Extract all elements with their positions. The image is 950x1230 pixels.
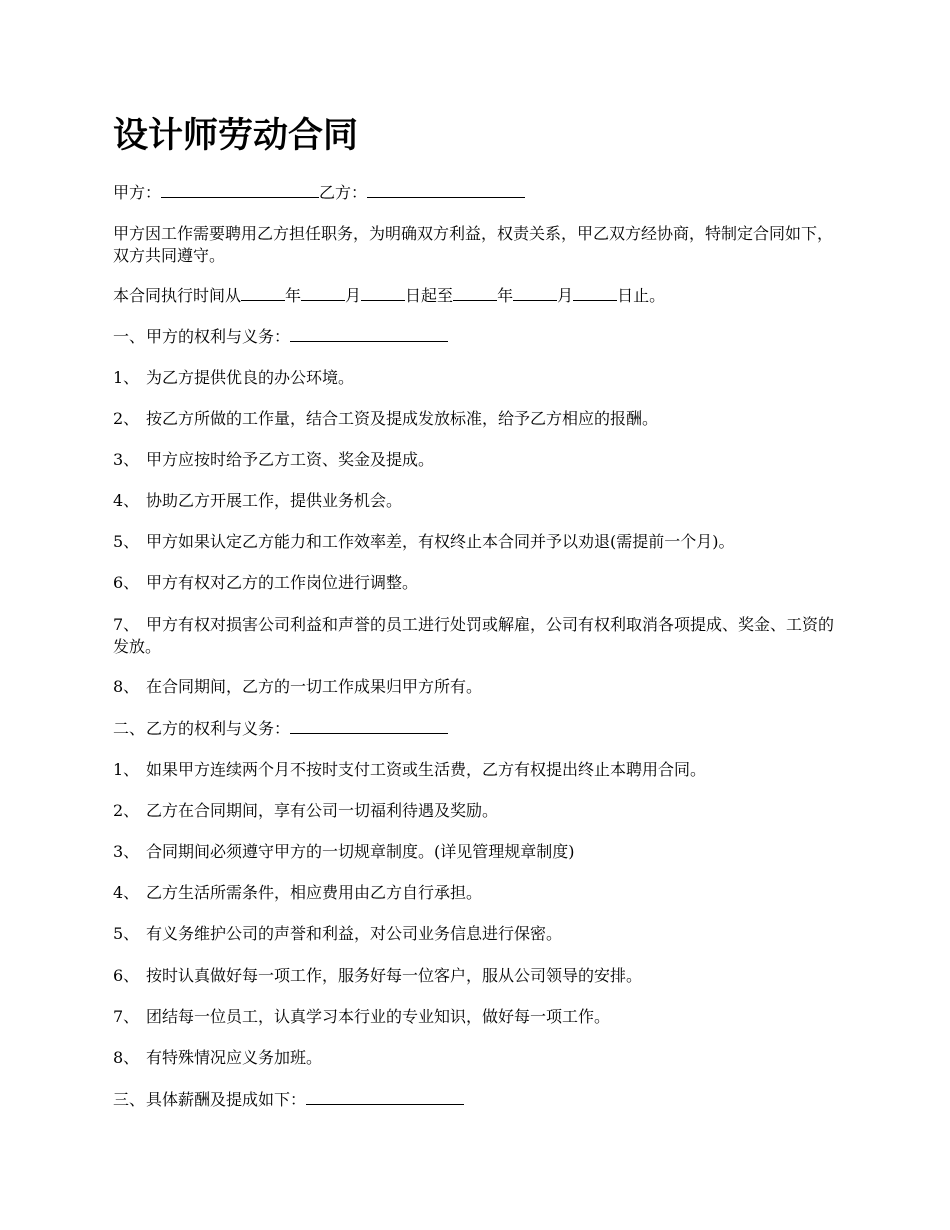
term-blank	[513, 284, 557, 301]
section-number: 三、	[113, 1090, 146, 1109]
term-day-start: 日起至	[405, 286, 454, 305]
list-item-number: 6、	[113, 966, 140, 985]
list-item	[113, 449, 843, 471]
term-year-start: 年	[285, 286, 302, 305]
list-item-number: 7、	[113, 615, 140, 634]
list-item	[113, 1006, 843, 1028]
list-item	[113, 800, 843, 822]
list-item-number: 5、	[113, 924, 140, 943]
party-b-blank	[367, 181, 525, 198]
list-item-number: 5、	[113, 532, 140, 551]
section-title: 甲方的权利与义务：	[146, 327, 291, 346]
section-blank	[290, 325, 448, 342]
list-item-text: 甲方应按时给予乙方工资、奖金及提成。	[146, 450, 435, 469]
list-item-number: 8、	[113, 677, 140, 696]
list-item	[113, 759, 843, 781]
list-item-text: 按乙方所做的工作量，结合工资及提成发放标准，给予乙方相应的报酬。	[146, 409, 659, 428]
section-title: 具体薪酬及提成如下：	[146, 1090, 307, 1109]
term-blank	[453, 284, 497, 301]
list-item-number: 2、	[113, 409, 140, 428]
section-blank	[290, 717, 448, 734]
term-blank	[573, 284, 617, 301]
list-item-text: 为乙方提供优良的办公环境。	[146, 368, 355, 387]
party-a-blank	[161, 181, 319, 198]
term-blank	[241, 284, 285, 301]
section-blank	[306, 1088, 464, 1105]
list-item-text: 团结每一位员工，认真学习本行业的专业知识，做好每一项工作。	[146, 1007, 611, 1026]
list-item-text: 甲方有权对损害公司利益和声誉的员工进行处罚或解雇，公司有权利取消各项提成、奖金、工资的发放。	[113, 615, 835, 656]
list-item	[113, 923, 843, 945]
term-month-start: 月	[345, 286, 362, 305]
list-item-text: 按时认真做好每一项工作，服务好每一位客户，服从公司领导的安排。	[146, 966, 643, 985]
list-item-number: 1、	[113, 368, 140, 387]
section-number: 一、	[113, 327, 146, 346]
term-day-end: 日止。	[617, 286, 666, 305]
section-heading	[113, 325, 843, 348]
list-item-number: 4、	[113, 491, 140, 510]
term-blank	[301, 284, 345, 301]
list-item-text: 如果甲方连续两个月不按时支付工资或生活费，乙方有权提出终止本聘用合同。	[146, 760, 707, 779]
list-item	[113, 367, 843, 389]
list-item-text: 甲方如果认定乙方能力和工作效率差，有权终止本合同并予以劝退(需提前一个月)。	[146, 532, 735, 551]
list-item	[113, 1047, 843, 1069]
list-item-number: 6、	[113, 573, 140, 592]
list-item-text: 乙方生活所需条件，相应费用由乙方自行承担。	[146, 883, 483, 902]
list-item-text: 有义务维护公司的声誉和利益，对公司业务信息进行保密。	[146, 924, 563, 943]
list-item	[113, 614, 843, 658]
list-item	[113, 841, 843, 863]
section-title: 乙方的权利与义务：	[146, 719, 291, 738]
list-item	[113, 882, 843, 904]
list-item-number: 3、	[113, 842, 140, 861]
list-item-number: 1、	[113, 760, 140, 779]
list-item-text: 乙方在合同期间，享有公司一切福利待遇及奖励。	[146, 801, 499, 820]
list-item	[113, 965, 843, 987]
list-item-text: 协助乙方开展工作，提供业务机会。	[146, 491, 403, 510]
intro-paragraph: 甲方因工作需要聘用乙方担任职务，为明确双方利益，权责关系，甲乙双方经协商，特制定合同如下，双方共同遵守。	[113, 224, 834, 265]
term-blank	[361, 284, 405, 301]
parties-line	[113, 181, 843, 204]
list-item-text: 合同期间必须遵守甲方的一切规章制度。(详见管理规章制度)	[146, 842, 575, 861]
term-month-end: 月	[557, 286, 574, 305]
list-item	[113, 531, 843, 553]
list-item-number: 7、	[113, 1007, 140, 1026]
section-heading	[113, 717, 843, 740]
section-number: 二、	[113, 719, 146, 738]
list-item-number: 3、	[113, 450, 140, 469]
term-year-end: 年	[497, 286, 514, 305]
list-item	[113, 676, 843, 698]
list-item	[113, 408, 843, 430]
list-item-text: 甲方有权对乙方的工作岗位进行调整。	[146, 573, 419, 592]
list-item-text: 在合同期间，乙方的一切工作成果归甲方所有。	[146, 677, 483, 696]
list-item-text: 有特殊情况应义务加班。	[146, 1048, 323, 1067]
list-item-number: 8、	[113, 1048, 140, 1067]
party-b-label: 乙方：	[319, 183, 368, 202]
term-line	[113, 284, 843, 307]
list-item	[113, 490, 843, 512]
document-title: 设计师劳动合同	[113, 115, 359, 156]
section-heading	[113, 1088, 843, 1111]
list-item	[113, 572, 843, 594]
list-item-number: 4、	[113, 883, 140, 902]
list-item-number: 2、	[113, 801, 140, 820]
party-a-label: 甲方：	[113, 183, 162, 202]
term-prefix: 本合同执行时间从	[113, 286, 242, 305]
